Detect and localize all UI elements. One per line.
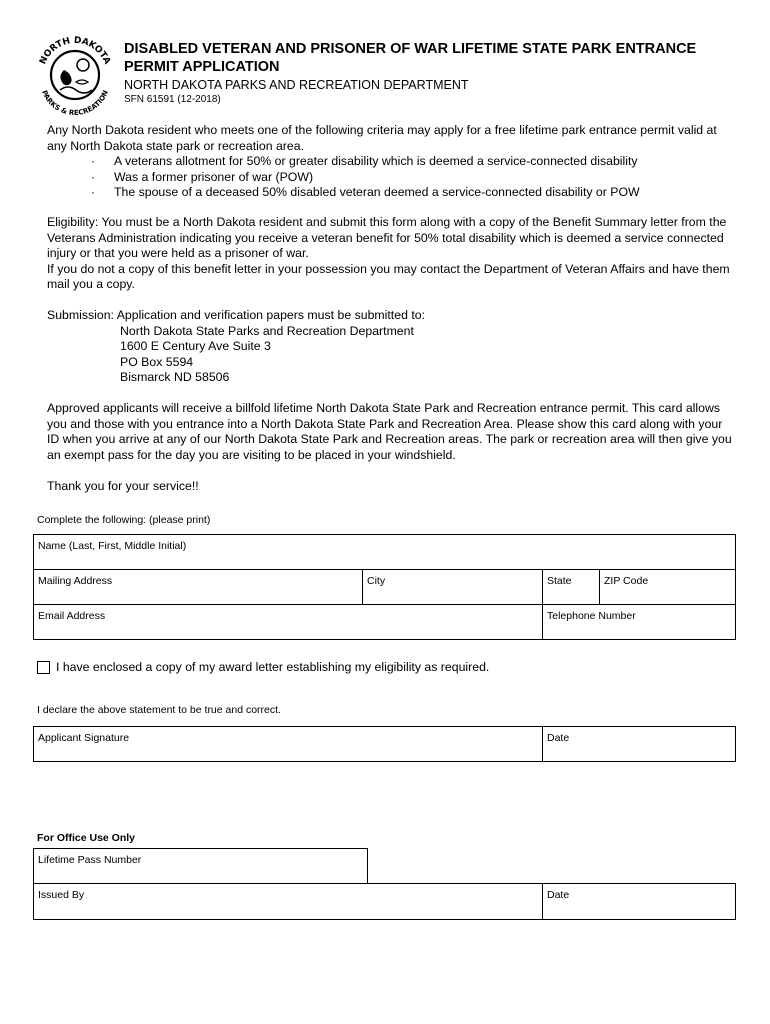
office-date-field[interactable]: Date [543,884,736,920]
email-field[interactable]: Email Address [34,605,543,640]
thanks-text: Thank you for your service!! [47,479,199,493]
office-pass-table [33,848,368,884]
telephone-field[interactable]: Telephone Number [543,605,736,640]
logo-top-text: NORTH DAKOTA [38,35,112,67]
state-field[interactable]: State [543,570,600,605]
logo-bottom-text: PARKS & RECREATION [40,89,111,118]
award-letter-checkbox[interactable] [37,661,50,674]
page-title: DISABLED VETERAN AND PRISONER OF WAR LIFETIME STATE PARK ENTRANCE PERMIT APPLICATION [124,41,697,75]
award-letter-checkbox-row[interactable] [37,660,489,674]
intro-text: Any North Dakota resident who meets one of the following criteria may apply for a free lifetime park entrance permit valid at any North Dakota state park or recreation area. [47,123,717,153]
city-field[interactable]: City [363,570,543,605]
list-item: · Was a former prisoner of war (POW) [91,169,314,184]
address-line: 1600 E Century Ave Suite 3 [120,339,271,354]
address-line: North Dakota State Parks and Recreation Department [120,323,414,338]
office-issued-table [33,883,736,920]
intro-section [47,123,737,201]
signature-table [33,726,736,762]
name-field[interactable]: Name (Last, First, Middle Initial) [34,535,736,570]
zip-field[interactable]: ZIP Code [600,570,736,605]
address-line: Bismarck ND 58506 [120,370,230,385]
list-item: · A veterans allotment for 50% or greater disability which is deemed a service-connected disability [91,154,638,169]
mailing-address-field[interactable]: Mailing Address [34,570,363,605]
approved-text: Approved applicants will receive a billfold lifetime North Dakota State Park and Recreation entrance permit. This card allows you and those with you entrance into a North Dakota State Park and Recreation Area. Please show this card along with your ID when you arrive at any of our North Dakota State Park and Recreation areas. The park or recreation area will then give you an exempt pass for the day you are visiting to be placed in your windshield. [47,401,732,462]
signature-field[interactable]: Applicant Signature [34,727,543,762]
eligibility-text: Eligibility: You must be a North Dakota resident and submit this form along with a copy of the Benefit Summary letter from the Veterans Administration indicating you receive a veteran benefit for 50% total disability which is deemed a service connected injury or that you were held as a prisoner of war. [47,215,727,261]
list-item: · The spouse of a deceased 50% disabled veteran deemed a service-connected disability or POW [91,185,640,200]
svg-text:PARKS & RECREATION [40,89,110,117]
submission-label: Submission: Application and verification papers must be submitted to: [47,308,425,322]
form-number: SFN 61591 (12-2018) [124,94,221,105]
checkbox-label: I have enclosed a copy of my award letter establishing my eligibility as required. [56,660,490,674]
address-line: PO Box 5594 [120,354,194,369]
eligibility-text-2: If you do not a copy of this benefit letter in your possession you may contact the Department of Veteran Affairs and have them mail you a copy. [47,261,730,292]
signature-date-field[interactable]: Date [543,727,736,762]
applicant-info-table [33,534,736,640]
issued-by-field[interactable]: Issued By [34,884,543,920]
nd-parks-logo [30,30,120,120]
declaration-text: I declare the above statement to be true and correct. [37,704,281,716]
lifetime-pass-number-field[interactable]: Lifetime Pass Number [34,849,368,884]
criteria-list [47,154,737,201]
eligibility-section [47,215,737,293]
office-use-heading: For Office Use Only [37,832,136,844]
submission-section [47,308,737,386]
department-name: NORTH DAKOTA PARKS AND RECREATION DEPARTMENT [124,78,469,92]
form-instructions: Complete the following: (please print) [37,514,211,526]
